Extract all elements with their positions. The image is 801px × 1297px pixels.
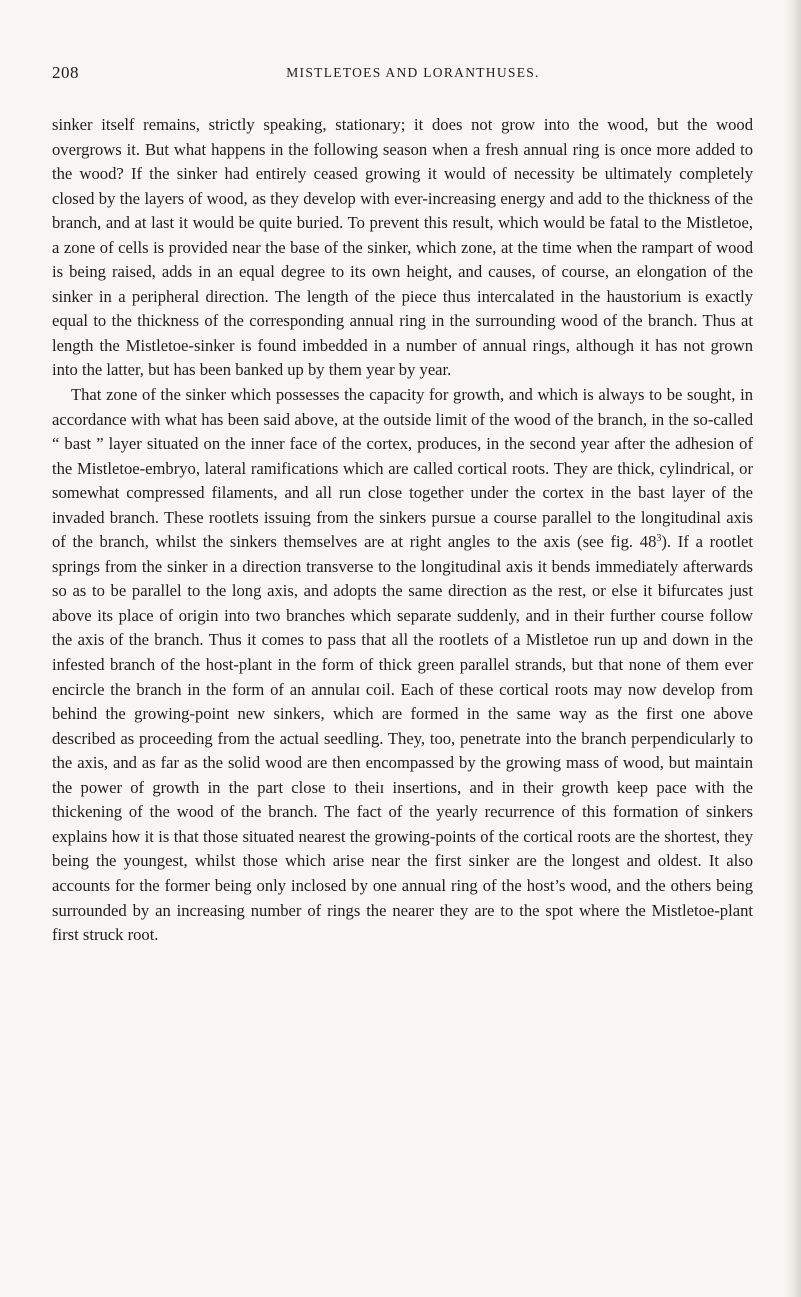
paragraph-1: sinker itself remains, strictly speaking, stationary; it does not grow into the wood, but the wood overgrows it. But what happens in the following season when a fresh annual ring is once more added to the wood? If the sinker had entirely ceased growing it would of necessity be ultimately completely closed by the layers of wood, as they develop with ever-increasing energy and add to the thickness of the branch, and at last it would be quite buried. To prevent this result, which would be fatal to the Mistletoe, a zone of cells is provided near the base of the sinker, which zone, at the time when the rampart of wood is being raised, adds in an equal degree to its own height, and causes, of course, an elongation of the sinker in a peripheral direction. The length of the piece thus intercalated in the haustorium is exactly equal to the thickness of the corresponding annual ring in the surrounding wood of the branch. Thus at length the Mistletoe-sinker is found imbedded in a number of annual rings, although it has not grown into the latter, but has been banked up by them year by year. <box>52 115 753 380</box>
body-text <box>52 113 753 948</box>
paragraph-2-text-b: ). If a rootlet springs from the sinker in a direction transverse to the longitudinal axis it bends immediately afterwards so as to be parallel to the long axis, and adopts the same direction as the rest, or else it bifurcates just above its place of origin into two branches which separate suddenly, and in their further course follow the axis of the branch. Thus it comes to pass that all the rootlets of a Mistletoe run up and down in the infested branch of the host-plant in the form of thick green parallel strands, but that none of them ever encircle the branch in the form of an annulaɪ coil. Each of these cortical roots may now develop from behind the growing-point new sinkers, which are formed in the same way as the first one above described as proceeding from the actual seedling. They, too, penetrate into the branch perpendicularly to the axis, and as far as the solid wood are then encompassed by the growing mass of wood, but maintain the power of growth in the part close to theiɪ insertions, and in their growth keep pace with the thickening of the wood of the branch. The fact of the yearly recurrence of this formation of sinkers explains how it is that those situated nearest the growing-points of the cortical roots are the shortest, they being the youngest, whilst those which arise near the first sinker are the longest and oldest. It also accounts for the former being only inclosed by one annual ring of the host’s wood, and the others being surrounded by an increasing number of rings the nearer they are to the spot where the Mistletoe-plant first struck root. <box>52 532 753 945</box>
paragraph-2-text-a: That zone of the sinker which possesses the capacity for growth, and which is always to be sought, in accordance with what has been said above, at the outside limit of the wood of the branch, in the so-called “ bast ” layer situated on the inner face of the cortex, produces, in the second year after the adhesion of the Mistletoe-embryo, lateral ramifications which are called cortical roots. They are thick, cylindrical, or somewhat compressed filaments, and all run close together under the cortex in the bast layer of the invaded branch. These rootlets issuing from the sinkers pursue a course parallel to the longitudinal axis of the branch, whilst the sinkers themselves are at right angles to the axis (see fig. 48 <box>52 385 753 552</box>
figure-superscript: 3 <box>656 533 662 545</box>
page-edge-shadow <box>783 0 801 1297</box>
page-header <box>52 63 752 91</box>
page-number: 208 <box>52 63 79 82</box>
running-head: MISTLETOES AND LORANTHUSES. <box>286 65 540 80</box>
paragraph-2 <box>52 383 753 948</box>
